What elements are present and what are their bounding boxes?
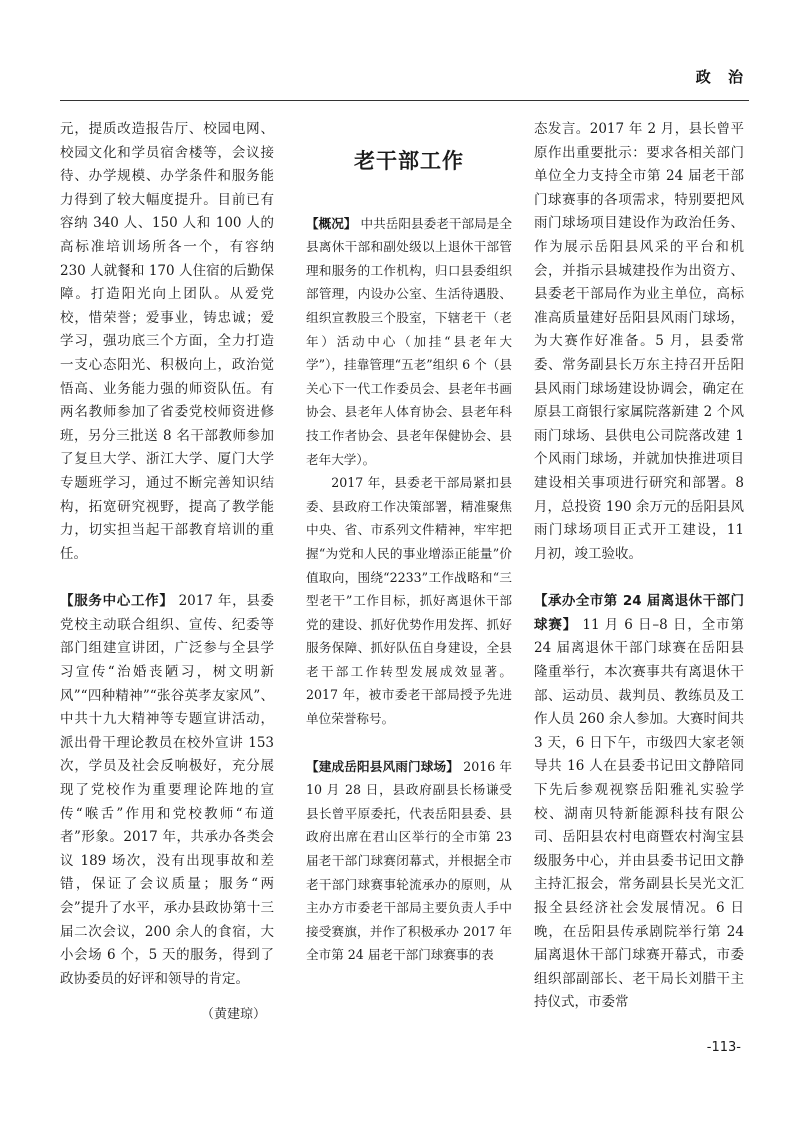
article-title: 老干部工作: [354, 149, 464, 173]
section-gap: [60, 566, 274, 590]
left-paragraph-1: 元，提质改造报告厅、校园电网、校园文化和学员宿舍楼等，会议接待、办学规模、办学条件和服务能力得到了较大幅度提升。目前已有容纳 340 人、150 人和 100 人的高标准培训场所各一个，有容纳 230 人就餐和 170 人住宿的后勤保障。打造阳光向上团队。从爱党校，惜荣誉；爱事业，铸忠诚；爱学习，强功底三个方面，全力打造一支心态阳光、积极向上，政治觉悟高、业务能力强的师资队伍。有两名教师参加了省委党校师资进修班，另分三批送 8 名干部教师参加了复旦大学、浙江大学、厦门大学专题班学习，通过不断完善知识结构，拓宽研究视野，提高了教学能力，切实担当起干部教育培训的重任。: [60, 121, 274, 562]
section-heading-service: 【服务中心工作】: [60, 593, 174, 610]
section-heading-court: 【建成岳阳县风雨门球场】: [306, 758, 460, 774]
section-gap: [306, 731, 512, 755]
section-body-court: 2016 年 10 月 28 日，县政府副县长杨谦受县长曾平原委托，代表岳阳县委、县政府出席在君山区举行的全市第 23 届老干部门球赛闭幕式，并根据全市老干部门球赛事轮流承办的原则，从主办方市委老干部局主要负责人手中接受赛旗，并作了积极承办 2017 年全市第 24 届老干部门球赛事的表: [306, 758, 512, 963]
section-body-overview: 中共岳阳县委老干部局是全县离休干部和副处级以上退休干部管理和服务的工作机构，归口县委组织部管理，内设办公室、生活待遇股、组织宣教股三个股室，下辖老干（老年）活动中心（加挂“县老年大学”），挂靠管理“五老”组织 6 个（县关心下一代工作委员会、县老年书画协会、县老年人体育协会、县老年科技工作者协会、县老年保健协会、县老年大学）。: [306, 215, 513, 467]
right-column: [534, 118, 744, 1015]
section-body-service: 2017 年，县委党校主动联合组织、宣传、纪委等部门组建宣讲团，广泛参与全县学习宣传“治婚丧陋习，树文明新风”“四种精神”“张谷英孝友家风”、中共十九大精神等专题宣讲活动，派出骨干理论教员在校外宣讲 153 次，学员及社会反响极好，充分展现了党校作为重要理论阵地的宣传“喉舌”作用和党校教师“布道者”形象。2017 年，共承办各类会议 189 场次，没有出现事故和差错，保证了会议质量；服务“两会”提升了水平，承办县政协第十三届二次会议，200 余人的食宿，大小会场 6 个，5 天的服务，得到了政协委员的好评和领导的肯定。: [60, 593, 275, 987]
middle-column: [306, 118, 512, 967]
left-column: [60, 118, 274, 1027]
section-heading-overview: 【概况】: [306, 215, 357, 231]
header-rule: [60, 100, 749, 101]
running-head: 政 治: [695, 68, 749, 86]
right-section-tournament: [534, 590, 744, 1015]
middle-section-court: [306, 755, 512, 967]
page-number: -113-: [706, 1040, 741, 1055]
section-body-tournament: 11 月 6 日–8 日，全市第 24 届离退休干部门球赛在岳阳县隆重举行，本次赛事共有离退休干部、运动员、裁判员、教练员及工作人员 260 余人参加。大赛时间共 3 天，6 日下午，市级四大家老领导共 16 人在县委书记田文静陪同下先后参观视察岳阳雅礼实验学校、湖南贝特新能源科技有限公司、岳阳县农村电商暨农村淘宝县级服务中心，并由县委书记田文静主持汇报会，常务副县长吴光文汇报全县经济社会发展情况。6 日晚，在岳阳县传承剧院举行第 24 届离退休干部门球赛开幕式，市委组织部副部长、老干局长刘腊干主持仪式，市委常: [534, 616, 745, 1011]
author-byline: （黄建琼）: [200, 1007, 266, 1023]
section-heading-tournament: 【承办全市第 24 届离退休干部门球赛】: [534, 593, 744, 633]
left-section-service: [60, 590, 274, 991]
right-paragraph-1: 态发言。2017 年 2 月，县长曾平原作出重要批示：要求各相关部门单位全力支持全市第 24 届老干部门球赛事的各项需求，特别要把风雨门球场项目建设作为政治任务、作为展示岳阳县风采的平台和机会，并指示县城建投作为出资方、县委老干部局作为业主单位，高标准高质量建好岳阳县风雨门球场，为大赛作好准备。5 月，县委常委、常务副县长万东主持召开岳阳县风雨门球场建设协调会，确定在原县工商银行家属院落新建 2 个风雨门球场、县供电公司院落改建 1 个风雨门球场，并就加快推进项目建设相关事项进行研究和部署。8 月，总投资 190 余万元的岳阳县风雨门球场项目正式开工建设，11 月初，竣工验收。: [534, 121, 744, 562]
middle-section-overview: [306, 212, 512, 472]
section-gap: [534, 566, 744, 590]
middle-paragraph-2: 2017 年，县委老干部局紧扣县委、县政府工作决策部署，精准聚焦中央、省、市系列文件精神，牢牢把握“为党和人民的事业增添正能量”价值取向，围绕“2233”工作战略和“三型老干”工作目标，抓好离退休干部党的建设、抓好优势作用发挥、抓好服务保障、抓好队伍自身建设，全县老干部工作转型发展成效显著。2017 年，被市委老干部局授予先进单位荣誉称号。: [306, 475, 512, 727]
